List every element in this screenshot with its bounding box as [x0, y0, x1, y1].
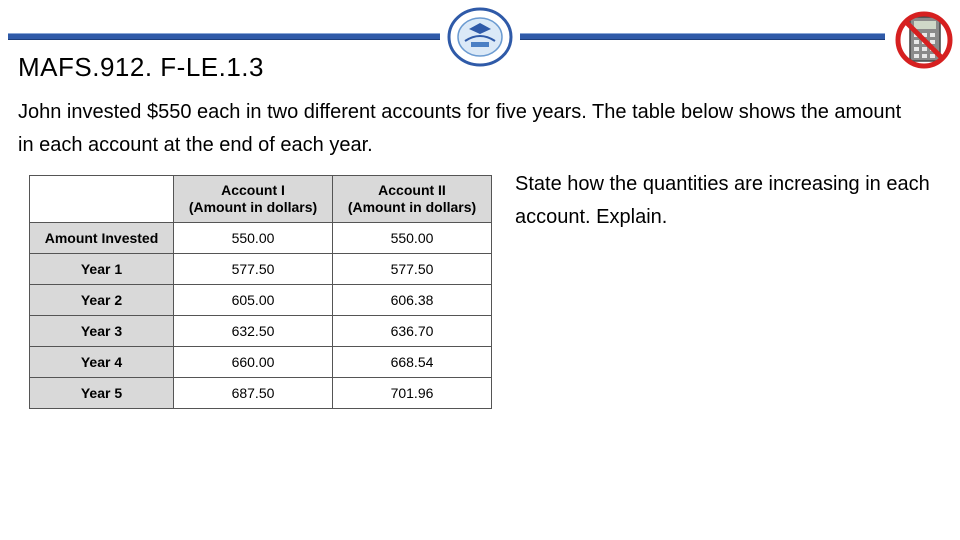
- column-header-account-1: [174, 176, 333, 223]
- column-header-line: (Amount in dollars): [188, 199, 318, 215]
- account-1-value: 577.50: [174, 254, 333, 285]
- row-label: Year 4: [30, 347, 174, 378]
- header-divider-right: [520, 33, 885, 40]
- column-header-line: (Amount in dollars): [347, 199, 477, 215]
- account-1-value: 605.00: [174, 285, 333, 316]
- row-label: Year 1: [30, 254, 174, 285]
- intro-text: John invested $550 each in two different accounts for five years. The table below shows the amount in each account at the end of each year.: [18, 101, 902, 156]
- standard-title: MAFS.912. F-LE.1.3: [18, 52, 264, 82]
- account-1-value: 550.00: [174, 223, 333, 254]
- column-header-line: Account I: [221, 182, 285, 198]
- table-header-row: [30, 176, 492, 223]
- row-label: Year 2: [30, 285, 174, 316]
- column-header-line: Account II: [378, 182, 446, 198]
- account-1-value: 632.50: [174, 316, 333, 347]
- column-header-account-2: [333, 176, 492, 223]
- table-row: [30, 223, 492, 254]
- no-calculator-icon: [893, 7, 953, 73]
- header-divider-left: [8, 33, 440, 40]
- account-2-value: 668.54: [333, 347, 492, 378]
- table-row: [30, 316, 492, 347]
- account-1-value: 660.00: [174, 347, 333, 378]
- account-1-value: 687.50: [174, 378, 333, 409]
- account-2-value: 550.00: [333, 223, 492, 254]
- account-2-value: 577.50: [333, 254, 492, 285]
- row-label: Year 5: [30, 378, 174, 409]
- table-row: [30, 285, 492, 316]
- table-row: [30, 254, 492, 285]
- table-corner-cell: [30, 176, 174, 223]
- account-2-value: 701.96: [333, 378, 492, 409]
- question-text: State how the quantities are increasing in each account. Explain.: [515, 173, 930, 228]
- row-label: Year 3: [30, 316, 174, 347]
- accounts-table: [29, 175, 492, 409]
- school-logo-icon: [447, 7, 513, 67]
- account-2-value: 606.38: [333, 285, 492, 316]
- row-label: Amount Invested: [30, 223, 174, 254]
- table-row: [30, 347, 492, 378]
- account-2-value: 636.70: [333, 316, 492, 347]
- table-row: [30, 378, 492, 409]
